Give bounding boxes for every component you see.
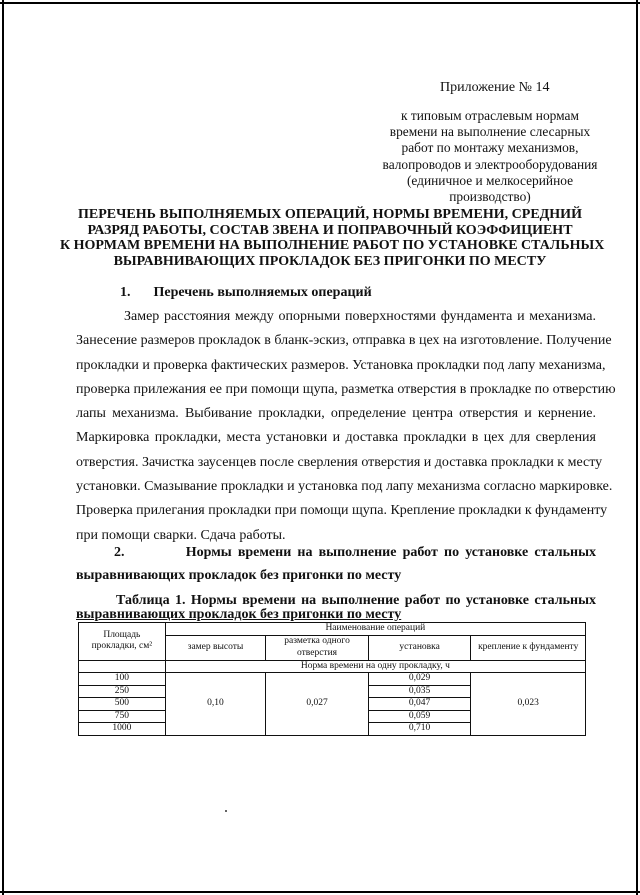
hole-marking-cell: 0,027: [266, 673, 369, 736]
paragraph-line: установки. Смазывание прокладки и установка под лапу механизма согласно маркировке.: [76, 479, 613, 495]
paragraph-line: лапы механизма. Выбивание прокладки, определение центра отверстия и кернение.: [76, 406, 596, 422]
col-header-installation: установка: [368, 635, 471, 660]
norms-table: [78, 622, 586, 736]
appendix-line: к типовым отраслевым нормам: [401, 108, 579, 123]
appendix-line: (единичное и мелкосерийное: [406, 172, 574, 188]
paragraph-line: отверстия. Зачистка заусенцев после сверления отверстия и доставка прокладки к месту: [76, 454, 603, 470]
norm-header: Норма времени на одну прокладку, ч: [165, 660, 585, 673]
section2-title-line2: выравнивающих прокладок без пригонки по месту: [76, 568, 402, 583]
title-line: РАЗРЯД РАБОТЫ, СОСТАВ ЗВЕНА И ПОПРАВОЧНЫЙ КОЭФФИЦИЕНТ: [87, 222, 573, 238]
height-measure-cell: 0,10: [165, 673, 266, 736]
table-caption: [76, 594, 596, 622]
installation-cell: 0,029: [368, 673, 471, 686]
paragraph-line: Замер расстояния между опорными поверхностями фундамента и механизма.: [124, 309, 596, 324]
section2-number: 2.: [114, 545, 125, 560]
scan-border-bottom: [0, 891, 640, 893]
table-caption-line1: Таблица 1. Нормы времени на выполнение работ по установке стальных: [116, 593, 596, 608]
section2-title-line1: Нормы времени на выполнение работ по установке стальных: [185, 545, 597, 560]
table-row: [79, 673, 586, 686]
fastening-cell: 0,023: [471, 673, 586, 736]
title-line: ВЫРАВНИВАЮЩИХ ПРОКЛАДОК БЕЗ ПРИГОНКИ ПО МЕСТУ: [113, 253, 547, 269]
operations-paragraph: [76, 305, 616, 548]
norm-header-row: [79, 660, 586, 673]
paragraph-line: Проверка прилегания прокладки при помощи щупа. Крепление прокладки к фундаменту: [76, 503, 608, 519]
scan-border-top: [0, 2, 640, 4]
installation-cell: 0,059: [368, 710, 471, 723]
area-cell: 500: [79, 698, 166, 711]
norm-header-spacer: [79, 660, 166, 673]
appendix-line: работ по монтажу механизмов,: [401, 140, 579, 156]
paragraph-line: проверка прилежания ее при помощи щупа, разметка отверстия в прокладке по отверстию: [76, 381, 616, 397]
section1-heading: [120, 285, 372, 301]
operations-header: Наименование операций: [165, 623, 585, 636]
col-header-hole-marking: разметка одного отверстия: [266, 635, 369, 660]
scan-border-right: [636, 0, 638, 895]
appendix-line: валопроводов и электрооборудования: [382, 156, 598, 172]
title-line: К НОРМАМ ВРЕМЕНИ НА ВЫПОЛНЕНИЕ РАБОТ ПО УСТАНОВКЕ СТАЛЬНЫХ: [60, 238, 605, 254]
appendix-note: [360, 108, 620, 205]
installation-cell: 0,710: [368, 723, 471, 736]
section1-number: 1.: [120, 285, 131, 300]
paragraph-line: при помощи сварки. Сдача работы.: [76, 527, 286, 543]
appendix-number: Приложение № 14: [440, 80, 550, 95]
paragraph-line: Занесение размеров прокладок в бланк-эскиз, отправка в цех на изготовление. Получение: [76, 333, 612, 349]
installation-cell: 0,035: [368, 685, 471, 698]
area-cell: 250: [79, 685, 166, 698]
paragraph-line: прокладки и проверка фактических размеров. Установка прокладки под лапу механизма,: [76, 357, 606, 373]
paragraph-line: Маркировка прокладки, места установки и доставка прокладки в цех для сверления: [76, 430, 596, 446]
table-caption-line2: выравнивающих прокладок без пригонки по месту: [76, 607, 402, 622]
area-cell: 100: [79, 673, 166, 686]
col-header-fastening: крепление к фундаменту: [471, 635, 586, 660]
appendix-line: времени на выполнение слесарных: [389, 124, 591, 140]
installation-cell: 0,047: [368, 698, 471, 711]
section2-heading: [76, 545, 596, 561]
table-header-row: [79, 623, 586, 636]
title-line: ПЕРЕЧЕНЬ ВЫПОЛНЯЕМЫХ ОПЕРАЦИЙ, НОРМЫ ВРЕМЕНИ, СРЕДНИЙ: [78, 207, 582, 222]
appendix-line: производство): [449, 189, 531, 205]
area-header: Площадь прокладки, см²: [79, 623, 166, 661]
area-cell: 750: [79, 710, 166, 723]
col-header-height-measure: замер высоты: [165, 635, 266, 660]
document-title: [60, 207, 605, 269]
section1-title: Перечень выполняемых операций: [153, 285, 372, 300]
scan-border-left: [2, 0, 4, 895]
scan-speck: [225, 810, 227, 812]
area-cell: 1000: [79, 723, 166, 736]
